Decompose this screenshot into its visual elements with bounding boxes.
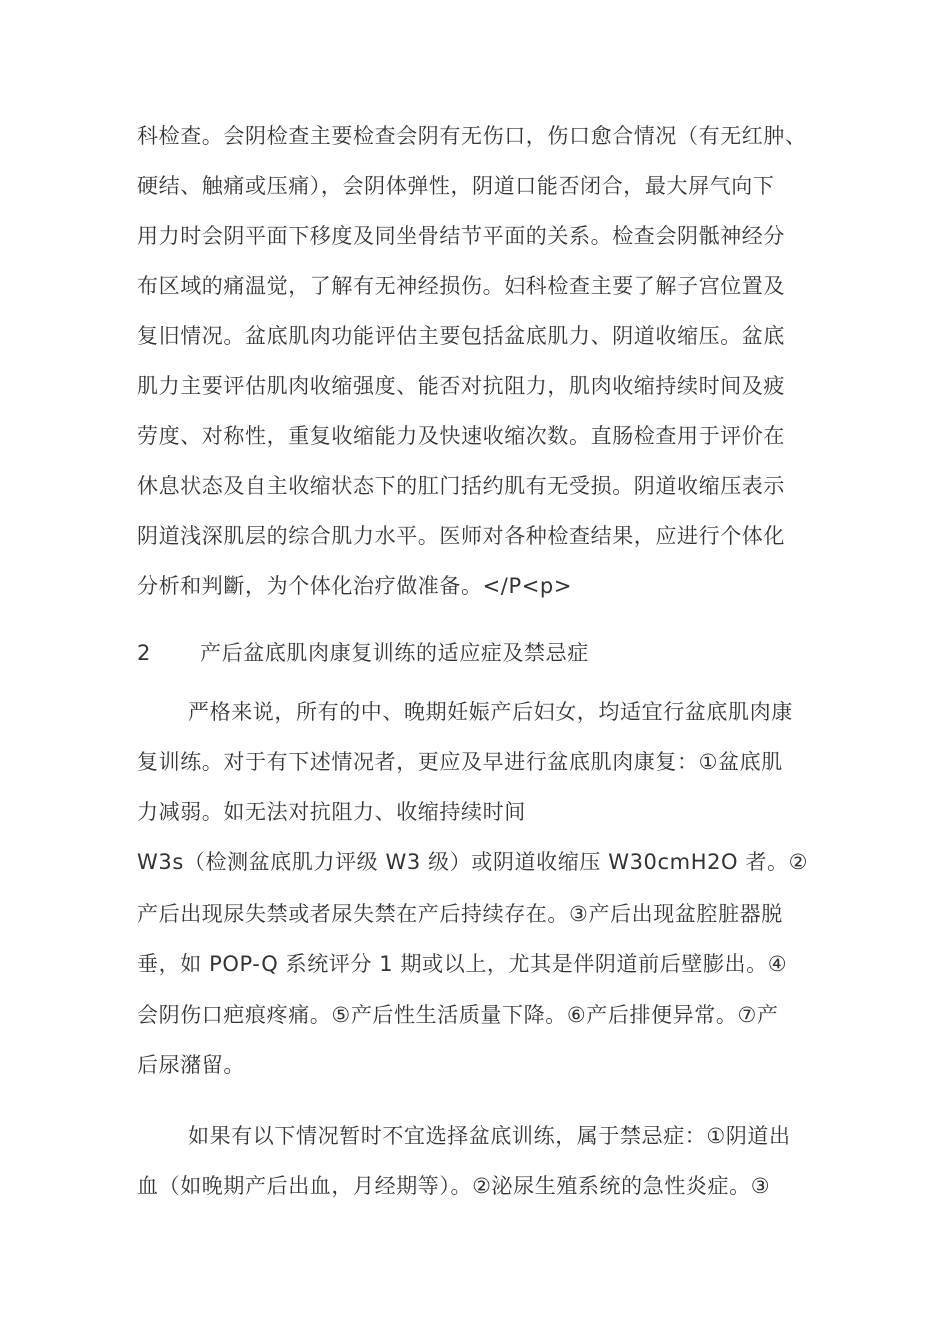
text-line: 垂，如 POP-Q 系统评分 1 期或以上，尤其是伴阴道前后壁膨出。④ [137,952,788,976]
text-line: 如果有以下情况暂时不宜选择盆底训练，属于禁忌症：①阴道出 [188,1124,791,1148]
text-line: 用力时会阴平面下移度及同坐骨结节平面的关系。检查会阴骶神经分 [137,224,785,248]
text-line: 肌力主要评估肌肉收缩强度、能否对抗阻力，肌肉收缩持续时间及疲 [137,374,785,398]
text-line: 科检查。会阴检查主要检查会阴有无伤口，伤口愈合情况（有无红肿、 [137,124,807,148]
text-line: 阴道浅深肌层的综合肌力水平。医师对各种检查结果，应进行个体化 [137,524,785,548]
text-line: 力减弱。如无法对抗阻力、收缩持续时间 [137,800,526,824]
text-line: 会阴伤口疤痕疼痛。⑤产后性生活质量下降。⑥产后排便异常。⑦产 [137,1003,779,1027]
text-line: 休息状态及自主收缩状态下的肛门括约肌有无受损。阴道收缩压表示 [137,474,785,498]
text-line: 劳度、对称性，重复收缩能力及快速收缩次数。直肠检查用于评价在 [137,424,785,448]
text-line: 产后出现尿失禁或者尿失禁在产后持续存在。③产后出现盆腔脏器脱 [137,902,783,926]
text-line: 血（如晚期产后出血，月经期等）。②泌尿生殖系统的急性炎症。③ [137,1174,771,1198]
text-line: 硬结、触痛或压痛），会阴体弹性，阴道口能否闭合，最大屏气向下 [137,174,775,198]
text-line: 分析和判斷，为个体化治疗做准备。</P<p> [137,574,573,598]
text-line: 复训练。对于有下述情况者，更应及早进行盆底肌肉康复：①盆底肌 [137,750,783,774]
text-line: 严格来说，所有的中、晚期妊娠产后妇女，均适宜行盆底肌肉康 [188,700,793,724]
text-line: 布区域的痛温觉，了解有无神经损伤。妇科检查主要了解子宫位置及 [137,274,785,298]
text-line: 后尿潴留。 [137,1053,245,1077]
text-line: W3s（检测盆底肌力评级 W3 级）或阴道收缩压 W30cmH2O 者。② [137,850,809,874]
section-number: 2 [137,641,151,665]
section-title: 产后盆底肌肉康复训练的适应症及禁忌症 [200,641,589,665]
text-line: 复旧情况。盆底肌肉功能评估主要包括盆底肌力、阴道收缩压。盆底 [137,324,785,348]
